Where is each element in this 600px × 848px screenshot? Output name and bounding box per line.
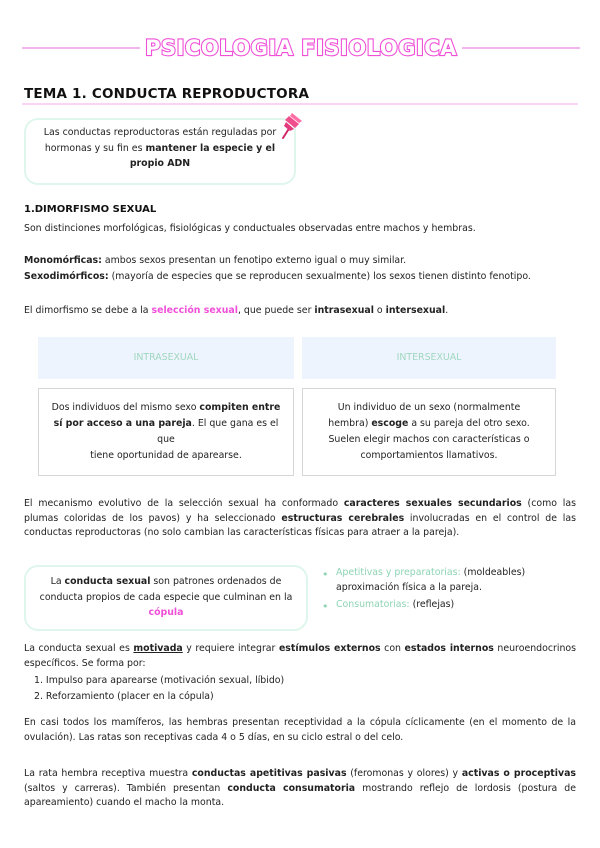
section1-intro: Son distinciones morfológicas, fisiológicas y conductuales observadas entre machos y hembras. bbox=[24, 223, 476, 234]
intersexual-header: INTERSEXUAL bbox=[302, 337, 556, 379]
list-item-consummatory: • Consumatorias: (reflejas) bbox=[322, 598, 578, 613]
intrasexual-description: Dos individuos del mismo sexo compiten entre sí por acceso a una pareja. El que gana es el que tiene oportunidad de aparearse. bbox=[38, 388, 294, 476]
topic-title: TEMA 1. CONDUCTA REPRODUCTORA bbox=[24, 86, 310, 102]
callout1-line3: propio ADN bbox=[129, 158, 191, 170]
callout-sexual-conduct bbox=[24, 565, 308, 631]
receptivity-paragraph: En casi todos los mamíferos, las hembras presentan receptividad a la cópula cíclicamente (en el momento de la ovulación). Las ratas son receptivas cada 4 o 5 días, en su ciclo estral o del celo. bbox=[24, 717, 576, 743]
conduct-phases-list bbox=[322, 566, 578, 616]
callout2-line1: La conducta sexual son patrones ordenados de bbox=[50, 576, 282, 587]
mechanism-paragraph: El mecanismo evolutivo de la selección sexual ha conformado caracteres sexuales secundarios (como las plumas coloridas de los pavos) y ha seleccionado estructuras cerebrales involucradas en el control de las conductas reproductoras (no solo cambian las características físicas para atraer a la pareja). bbox=[24, 498, 577, 539]
callout1-line1: Las conductas reproductoras están reguladas por bbox=[43, 127, 277, 138]
topic-underline bbox=[22, 103, 578, 105]
motivation-components-list bbox=[34, 674, 284, 705]
callout2-line3: cópula bbox=[148, 607, 184, 619]
page-title: PSICOLOGIA FISIOLOGICA bbox=[145, 36, 457, 60]
section1-heading: 1.DIMORFISMO SEXUAL bbox=[24, 204, 157, 215]
sexual-selection-sentence: El dimorfismo se debe a la selección sexual, que puede ser intrasexual o intersexual. bbox=[24, 305, 449, 316]
pushpin-icon bbox=[280, 110, 306, 140]
sexodimorphic-definition: Sexodimórficos: (mayoría de especies que se reproducen sexualmente) los sexos tienen distinto fenotipo. bbox=[24, 271, 531, 282]
motivated-paragraph: La conducta sexual es motivada y requiere integrar estímulos externos con estados internos neuroendocrinos específicos. Se forma por: bbox=[24, 643, 577, 669]
callout2-line2: conducta propios de cada especie que culminan en la bbox=[39, 591, 293, 603]
rat-paragraph: La rata hembra receptiva muestra conductas apetitivas pasivas (feromonas y olores) y activas o proceptivas (saltos y carreras). También presentan conducta consumatoria mostrando reflejo de lordosis (postura de apareamiento) cuando el macho la monta. bbox=[24, 768, 576, 809]
list-item-appetitive: • Apetitivas y preparatorias: (moldeables) aproximación física a la pareja. bbox=[322, 566, 578, 595]
banner-right-line bbox=[462, 47, 580, 49]
callout1-line2: hormonas y su fin es mantener la especie y el bbox=[44, 142, 276, 154]
header-banner bbox=[0, 32, 600, 66]
list-item-impulse: 1. Impulso para aparearse (motivación sexual, líbido) bbox=[34, 675, 285, 686]
list-item-reinforcement: 2. Reforzamiento (placer en la cópula) bbox=[34, 690, 214, 702]
intersexual-description: Un individuo de un sexo (normalmente hembra) escoge a su pareja del otro sexo. Suelen elegir machos con características o comportamientos llamativos. bbox=[302, 388, 556, 476]
monomorphic-definition: Monomórficas: ambos sexos presentan un fenotipo externo igual o muy similar. bbox=[24, 255, 407, 266]
banner-left-line bbox=[22, 47, 140, 49]
callout-reproductive-conduct bbox=[24, 118, 296, 185]
intrasexual-header: INTRASEXUAL bbox=[38, 337, 294, 379]
